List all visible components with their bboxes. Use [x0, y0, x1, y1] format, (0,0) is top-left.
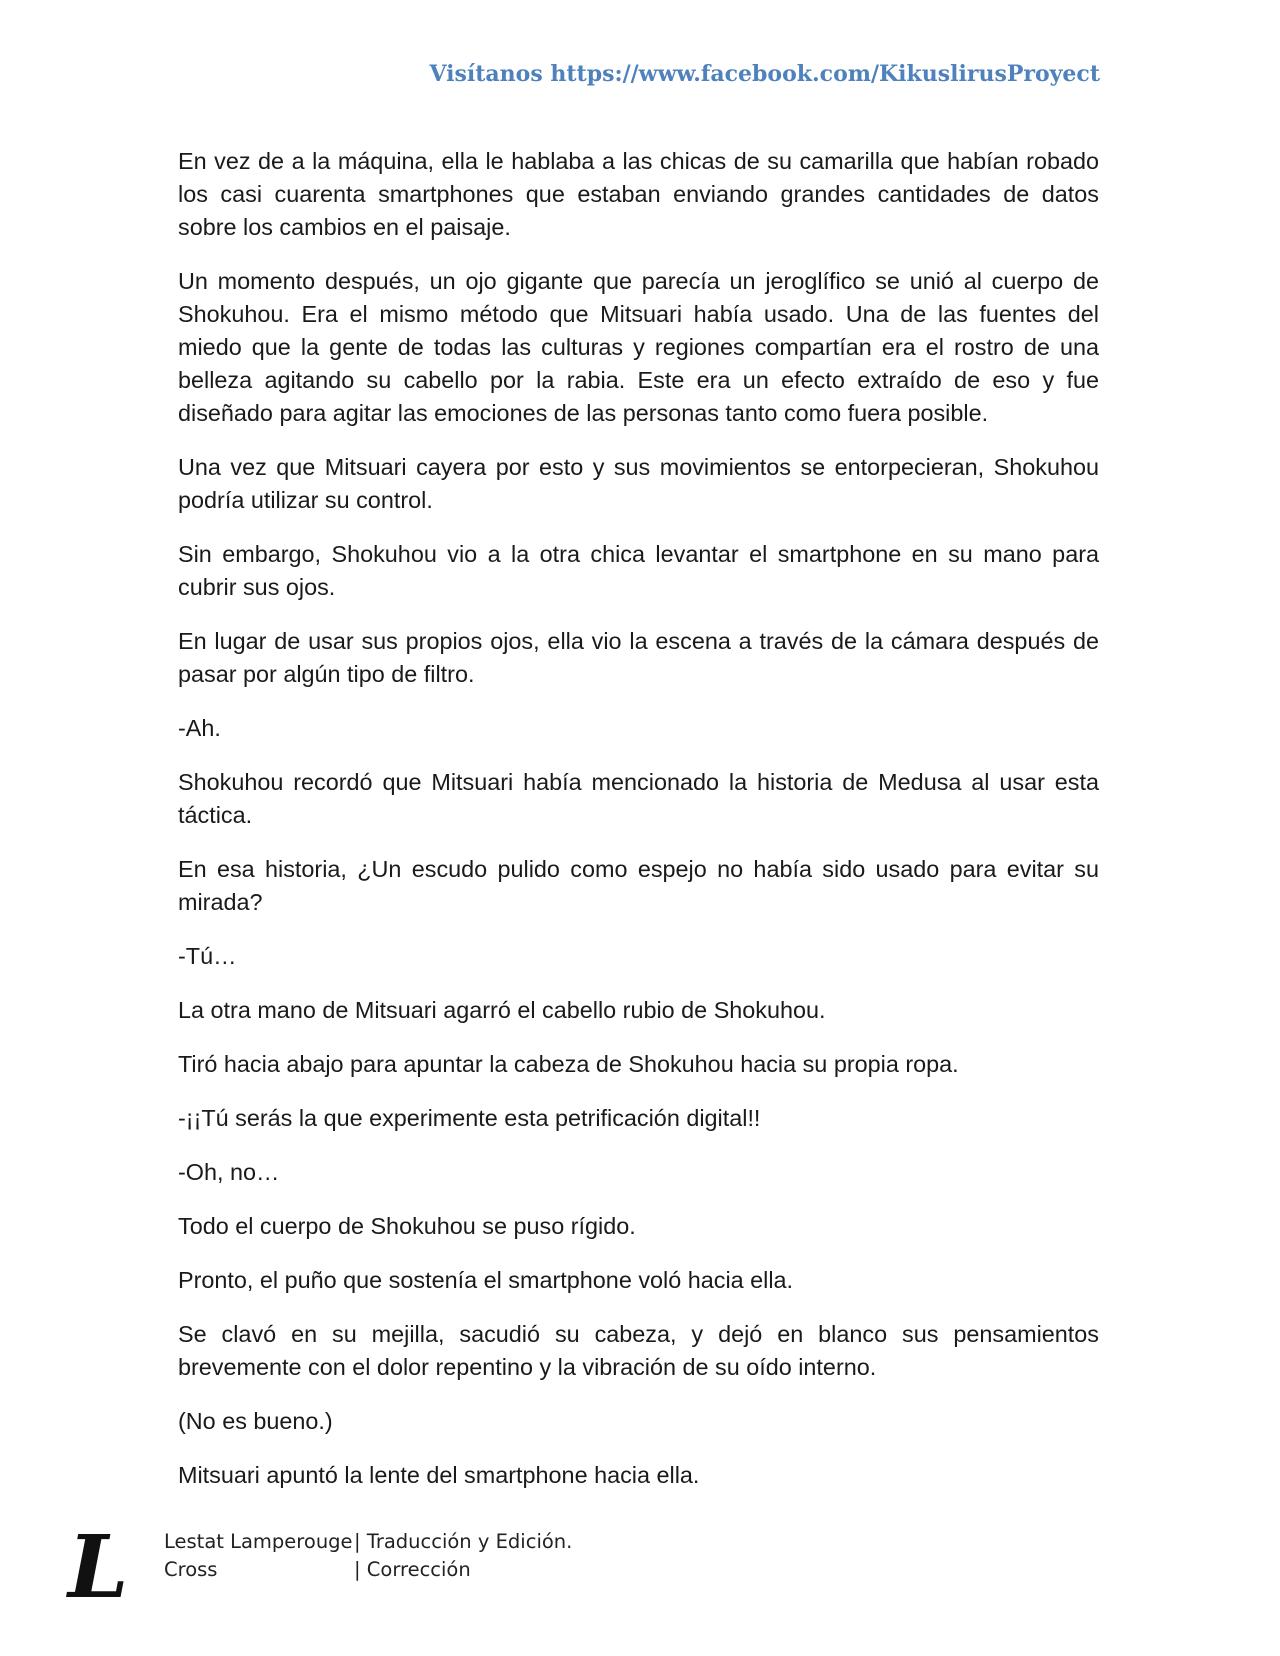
credit-role: | Traducción y Edición.	[354, 1530, 573, 1553]
header-facebook-link[interactable]: Visítanos https://www.facebook.com/KikuslirusProyect	[429, 61, 1100, 87]
paragraph: En esa historia, ¿Un escudo pulido como espejo no había sido usado para evitar su mirada?	[178, 856, 1099, 915]
paragraph: Todo el cuerpo de Shokuhou se puso rígido.	[178, 1213, 636, 1239]
paragraph: -Ah.	[178, 715, 221, 741]
paragraph: Shokuhou recordó que Mitsuari había mencionado la historia de Medusa al usar esta táctica.	[178, 769, 1099, 828]
credit-name: Lestat Lamperouge	[164, 1530, 353, 1553]
paragraph: Un momento después, un ojo gigante que parecía un jeroglífico se unió al cuerpo de Shokuhou. Era el mismo método que Mitsuari había usado. Una de las fuentes del miedo que la gente de todas las culturas y regiones compartían era el rostro de una belleza agitando su cabello por la rabia. Este era un efecto extraído de eso y fue diseñado para agitar las emociones de las personas tanto como fuera posible.	[178, 268, 1099, 426]
paragraph: -Oh, no…	[178, 1159, 280, 1185]
paragraph: Pronto, el puño que sostenía el smartphone voló hacia ella.	[178, 1267, 794, 1293]
credit-row	[164, 1556, 572, 1584]
paragraph: Una vez que Mitsuari cayera por esto y sus movimientos se entorpecieran, Shokuhou podría utilizar su control.	[178, 454, 1099, 513]
credits	[164, 1528, 572, 1584]
paragraph: Se clavó en su mejilla, sacudió su cabeza, y dejó en blanco sus pensamientos brevemente con el dolor repentino y la vibración de su oído interno.	[178, 1321, 1099, 1380]
paragraph: -¡¡Tú serás la que experimente esta petrificación digital!!	[178, 1105, 761, 1131]
paragraph: -Tú…	[178, 943, 237, 969]
credit-role: | Corrección	[354, 1558, 471, 1581]
paragraph: Sin embargo, Shokuhou vio a la otra chica levantar el smartphone en su mano para cubrir sus ojos.	[178, 541, 1099, 600]
credit-name: Cross	[164, 1558, 218, 1581]
paragraph: La otra mano de Mitsuari agarró el cabello rubio de Shokuhou.	[178, 997, 826, 1023]
document-body	[178, 145, 1099, 1513]
paragraph: En vez de a la máquina, ella le hablaba a las chicas de su camarilla que habían robado los casi cuarenta smartphones que estaban enviando grandes cantidades de datos sobre los cambios en el paisaje.	[178, 148, 1099, 240]
paragraph: Tiró hacia abajo para apuntar la cabeza de Shokuhou hacia su propia ropa.	[178, 1051, 959, 1077]
credit-row	[164, 1528, 572, 1556]
footer	[68, 1517, 768, 1618]
gothic-l-logo: L	[68, 1517, 129, 1618]
paragraph: (No es bueno.)	[178, 1408, 333, 1434]
paragraph: En lugar de usar sus propios ojos, ella vio la escena a través de la cámara después de pasar por algún tipo de filtro.	[178, 628, 1099, 687]
paragraph: Mitsuari apuntó la lente del smartphone hacia ella.	[178, 1462, 700, 1488]
